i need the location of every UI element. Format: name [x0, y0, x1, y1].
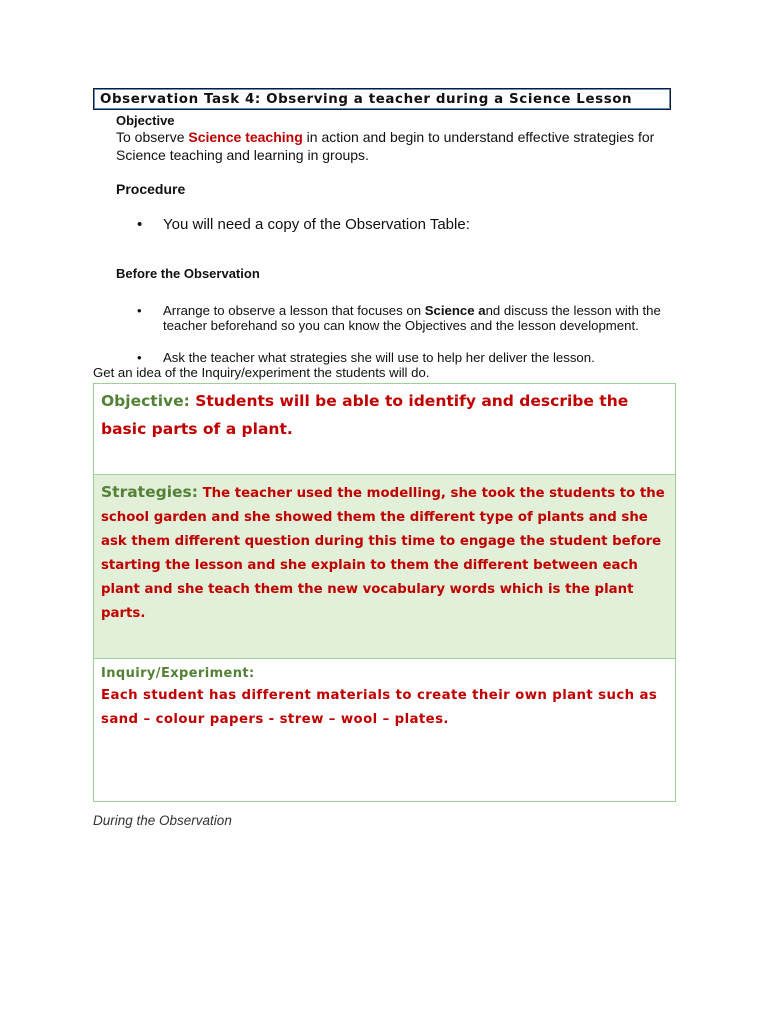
procedure-item-text: You will need a copy of the Observation Table:: [163, 216, 470, 233]
bullet-icon: •: [137, 216, 143, 233]
task-title-box: [93, 88, 671, 110]
before-list-item: [137, 303, 687, 333]
bullet-icon: •: [137, 350, 142, 365]
inquiry-label: Inquiry/Experiment:: [101, 666, 255, 681]
before-observation-heading: Before the Observation: [116, 266, 260, 281]
before-list-item: [137, 350, 687, 365]
during-observation-heading: During the Observation: [93, 813, 232, 828]
procedure-heading: Procedure: [116, 181, 186, 197]
before-item-text: Ask the teacher what strategies she will use to help her deliver the lesson.: [163, 350, 595, 365]
strategies-cell-text: The teacher used the modelling, she took the students to the school garden and she showed them the different type of plants and she ask them different question during this time to engage the student before starting the lesson and she explain to them the different between each plant and she teach them the new vocabulary words which is the plant parts.: [101, 486, 665, 621]
objective-text-end: in action and begin to understand effective strategies for Science teaching and learning in groups.: [116, 129, 655, 163]
task-title: Observation Task 4: Observing a teacher during a Science Lesson: [100, 91, 633, 107]
inquiry-cell: [93, 659, 676, 802]
inquiry-cell-text: Each student has different materials to create their own plant such as sand – colour papers - strew – wool – plates.: [101, 688, 658, 727]
objective-label: Objective:: [101, 392, 190, 410]
bullet-icon: •: [137, 303, 142, 318]
objective-highlight: Science teaching: [188, 129, 303, 145]
procedure-list-item: [137, 216, 470, 234]
objective-cell-text: Students will be able to identify and describe the basic parts of a plant.: [101, 392, 629, 438]
objective-heading: Objective: [116, 113, 175, 128]
strategies-cell: [93, 475, 676, 659]
before-item-text: Arrange to observe a lesson that focuses on Science and discuss the lesson with the teacher beforehand so you can know the Objectives and the lesson development.: [163, 303, 661, 333]
get-idea-text: Get an idea of the Inquiry/experiment the students will do.: [93, 365, 430, 380]
objective-text: [116, 128, 686, 164]
strategies-label: Strategies:: [101, 483, 198, 501]
objective-cell: [93, 383, 676, 475]
objective-text-start: To observe: [116, 129, 189, 145]
